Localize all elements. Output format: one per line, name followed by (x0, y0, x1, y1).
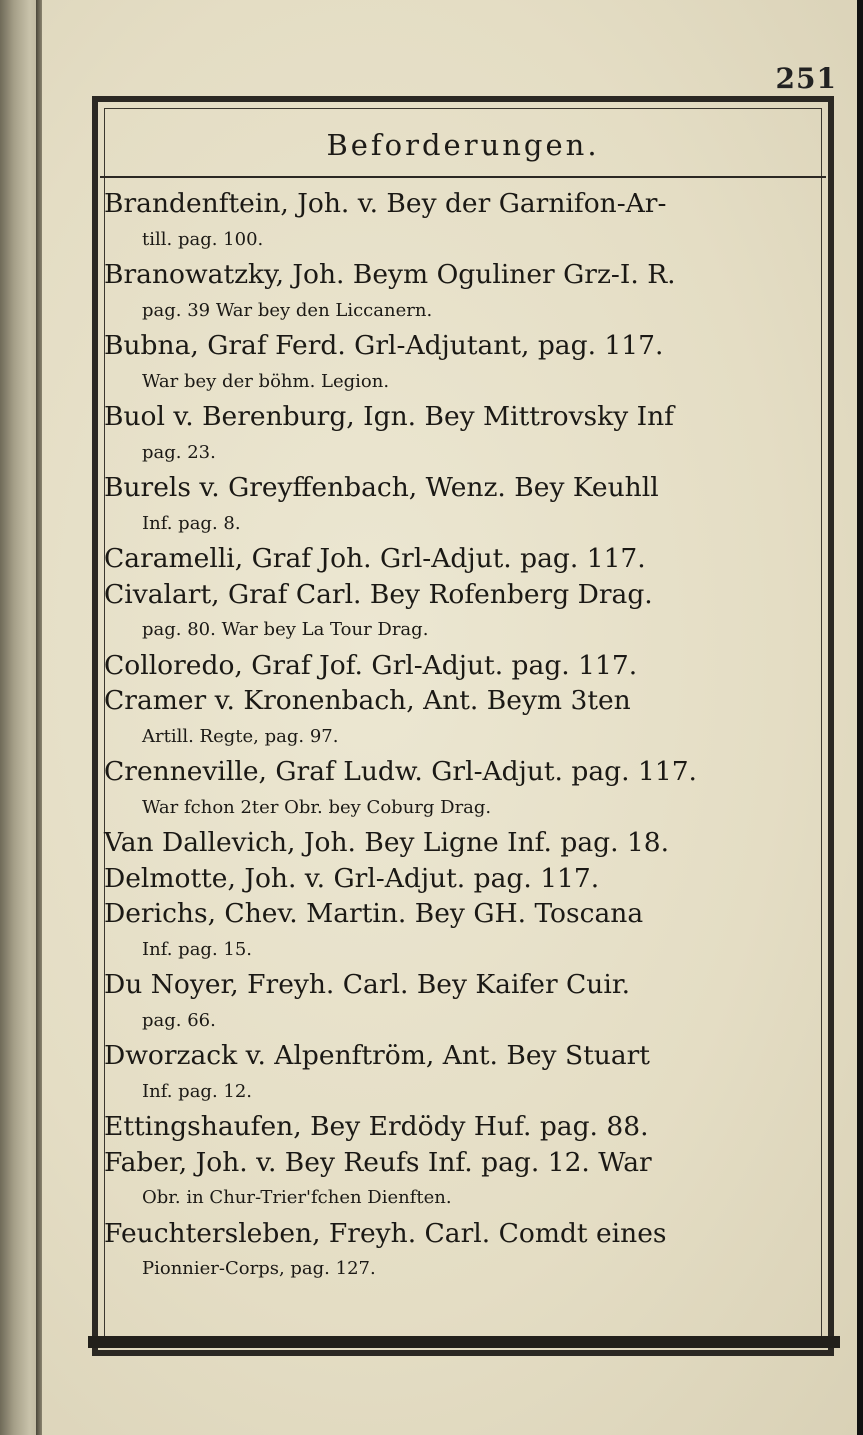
entry-continuation-line: Pionnier-Corps, pag. 127. (142, 1258, 376, 1279)
entry-line: Ettingshaufen, Bey Erdödy Huf. pag. 88. (104, 1111, 649, 1142)
entry-line: Van Dallevich, Joh. Bey Ligne Inf. pag. 18. (104, 827, 670, 858)
page-frame-bottom-rule (88, 1336, 840, 1348)
book-page (42, 0, 857, 1435)
entry-continuation-line: War fchon 2ter Obr. bey Coburg Drag. (142, 796, 492, 818)
entry-line: Burels v. Greyffenbach, Wenz. Bey Keuhll (104, 472, 659, 503)
entry-line: Derichs, Chev. Martin. Bey GH. Toscana (104, 898, 644, 929)
entry-line: Civalart, Graf Carl. Bey Rofenberg Drag. (104, 578, 653, 610)
entry-line: Du Noyer, Freyh. Carl. Bey Kaifer Cuir. (104, 969, 631, 1000)
page-number: 251 (775, 62, 837, 95)
entry-line: Colloredo, Graf Jof. Grl-Adjut. pag. 117. (104, 649, 638, 681)
entry-continuation-line: pag. 39 War bey den Liccanern. (142, 299, 433, 321)
entry-continuation-line: Obr. in Chur-Trier'fchen Dienften. (142, 1187, 452, 1208)
entry-continuation-line: pag. 66. (142, 1009, 216, 1031)
heading-divider (100, 176, 826, 178)
entry-line: Faber, Joh. v. Bey Reufs Inf. pag. 12. War (104, 1146, 652, 1178)
entry-line: Feuchtersleben, Freyh. Carl. Comdt eines (104, 1217, 667, 1249)
promotion-entries (104, 186, 824, 1287)
entry-continuation-line: pag. 80. War bey La Tour Drag. (142, 619, 429, 640)
entry-line: Brandenftein, Joh. v. Bey der Garnifon-Ar- (104, 188, 667, 219)
entry-line: Buol v. Berenburg, Ign. Bey Mittrovsky Inf (104, 401, 674, 432)
entry-line: Crenneville, Graf Ludw. Grl-Adjut. pag. 117. (104, 756, 697, 787)
entry-continuation-line: Artill. Regte, pag. 97. (142, 725, 339, 747)
entry-continuation-line: Inf. pag. 15. (142, 938, 253, 960)
entry-line: Bubna, Graf Ferd. Grl-Adjutant, pag. 117. (104, 330, 664, 361)
entry-line: Caramelli, Graf Joh. Grl-Adjut. pag. 117. (104, 543, 646, 574)
entry-line: Branowatzky, Joh. Beym Oguliner Grz-I. R. (104, 259, 676, 290)
entry-line: Cramer v. Kronenbach, Ant. Beym 3ten (104, 685, 631, 716)
entry-continuation-line: Inf. pag. 8. (142, 512, 241, 534)
section-heading: Beforderungen. (326, 128, 600, 162)
entry-continuation-line: till. pag. 100. (142, 228, 264, 250)
previous-page-edge (0, 0, 40, 1435)
entry-continuation-line: Inf. pag. 12. (142, 1080, 253, 1102)
entry-line: Dworzack v. Alpenftröm, Ant. Bey Stuart (104, 1040, 650, 1071)
entry-continuation-line: War bey der böhm. Legion. (142, 370, 390, 392)
entry-continuation-line: pag. 23. (142, 441, 216, 463)
entry-line: Delmotte, Joh. v. Grl-Adjut. pag. 117. (104, 862, 600, 894)
